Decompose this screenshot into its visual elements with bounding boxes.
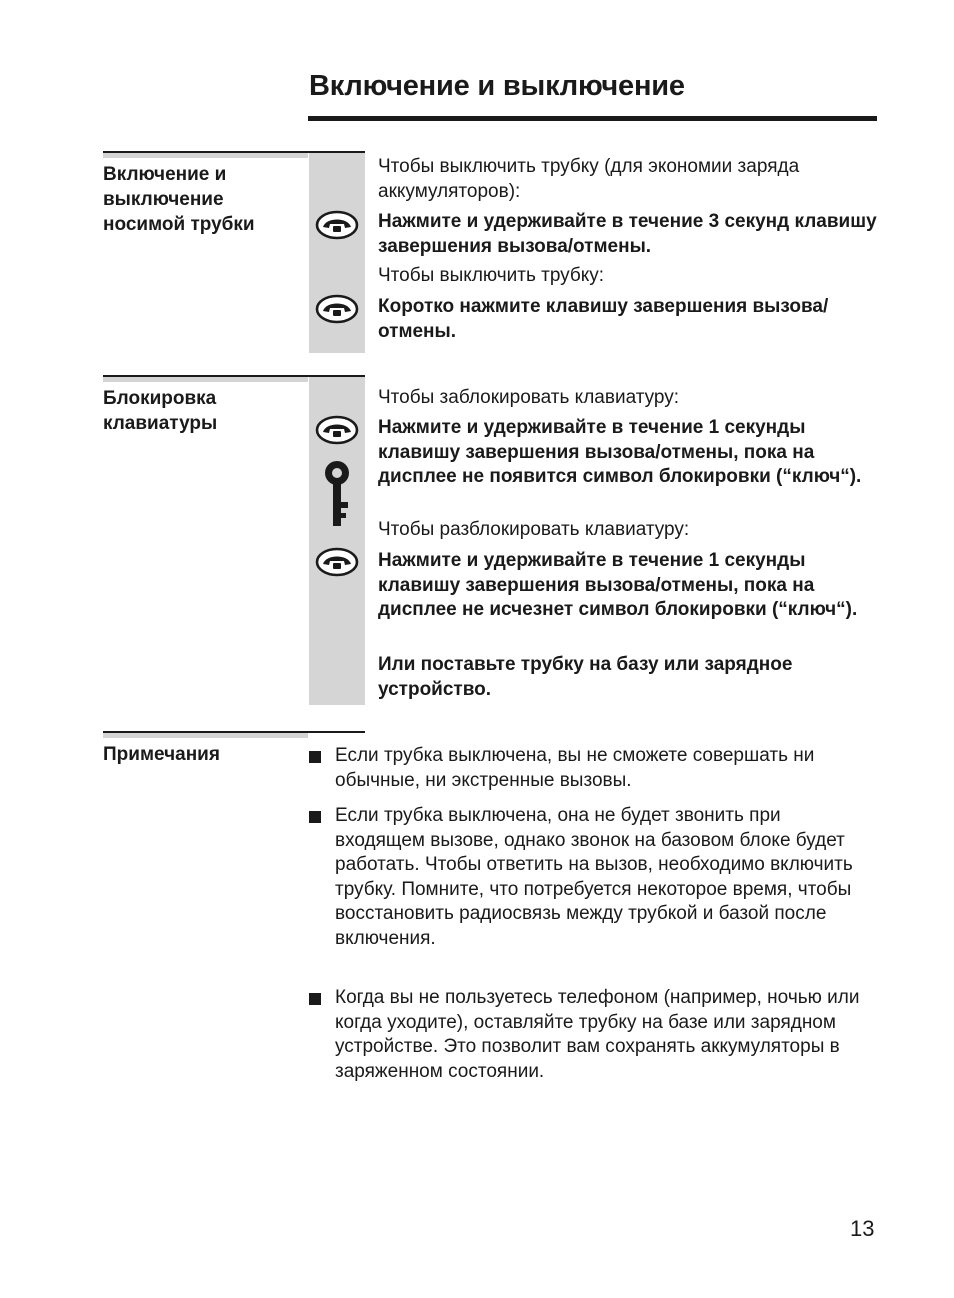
key-lock-icon <box>320 458 354 535</box>
section1-intro1: Чтобы выключить трубку (для экономии заряда аккумуляторов): <box>378 156 800 202</box>
page-number: 13 <box>850 1216 875 1241</box>
section2-intro1: Чтобы заблокировать клавиатуру: <box>378 387 680 408</box>
section2-step1: Нажмите и удерживайте в течение 1 секунды клавишу завершения вызова/отмены, пока на дисплее не появится символ блокировки (“ключ“). <box>378 417 862 487</box>
bullet-marker <box>309 751 321 763</box>
section2-underline <box>103 377 308 382</box>
notes-label: Примечания <box>103 744 220 765</box>
note-item: Если трубка выключена, вы не сможете совершать ни обычные, ни экстренные вызовы. <box>335 745 815 791</box>
title-rule <box>308 116 877 121</box>
bullet-marker <box>309 811 321 823</box>
bullet-marker <box>309 993 321 1005</box>
section1-label: Включение и выключение носимой трубки <box>103 164 255 235</box>
section2-step2: Нажмите и удерживайте в течение 1 секунды клавишу завершения вызова/отмены, пока на дисплее не исчезнет символ блокировки (“ключ“). <box>378 550 858 620</box>
section1-step2: Коротко нажмите клавишу завершения вызова/отмены. <box>378 296 829 342</box>
section1-underline <box>103 153 308 158</box>
section1-step1: Нажмите и удерживайте в течение 3 секунд клавишу завершения вызова/отмены. <box>378 211 877 257</box>
end-call-key-icon <box>315 414 359 451</box>
note-item: Если трубка выключена, она не будет звонить при входящем вызове, однако звонок на базовом блоке будет работать. Чтобы ответить на вызов, необходимо включить трубку. Помните, что потребуется некоторое время, чтобы восстановить радиосвязь между трубкой и базой после включения. <box>335 805 853 949</box>
section1-intro2: Чтобы выключить трубку: <box>378 265 605 286</box>
page-title: Включение и выключение <box>309 70 685 102</box>
end-call-key-icon <box>315 546 359 583</box>
section2-label: Блокировка клавиатуры <box>103 388 218 434</box>
section2-intro2: Чтобы разблокировать клавиатуру: <box>378 519 690 540</box>
end-call-key-icon <box>315 209 359 246</box>
end-call-key-icon <box>315 293 359 330</box>
notes-underline <box>103 733 308 738</box>
section2-step3: Или поставьте трубку на базу или зарядное устройство. <box>378 654 793 700</box>
note-item: Когда вы не пользуетесь телефоном (например, ночью или когда уходите), оставляйте трубку на базе или зарядном устройстве. Это позволит вам сохранять аккумуляторы в заряженном состоянии. <box>335 987 860 1082</box>
